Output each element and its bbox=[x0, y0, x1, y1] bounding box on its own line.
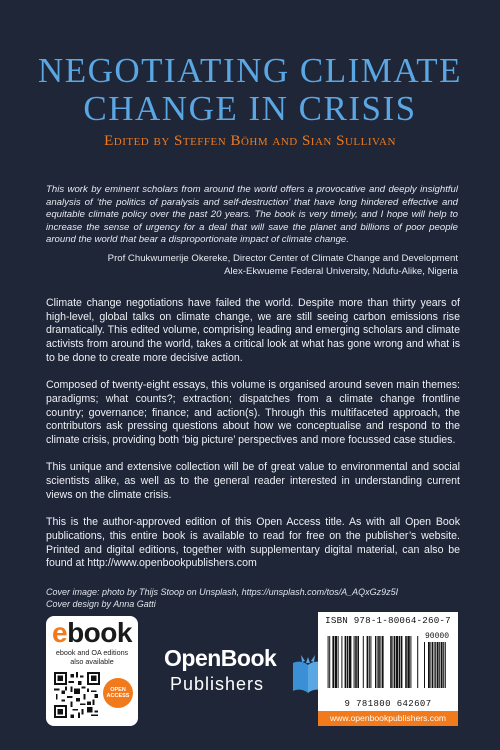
barcode-addon-bar bbox=[441, 642, 443, 688]
barcode-bar bbox=[396, 636, 398, 688]
barcode-addon-bar bbox=[424, 642, 425, 688]
title-line-2: CHANGE IN CRISIS bbox=[83, 89, 417, 128]
barcode-bar bbox=[382, 636, 384, 688]
publisher-name-line-1: OpenBook bbox=[164, 645, 277, 671]
barcode-bar bbox=[345, 636, 347, 688]
barcode-addon-bar bbox=[434, 642, 435, 688]
blurb-paragraph-4: This is the author-approved edition of this Open Access title. As with all Open Book publications, this entire book is available to read for free on the publisher’s website. Printed and digital editions, together with supplementary digital material, can also be found at http://www.openbookpublishers.com bbox=[46, 516, 460, 570]
barcode-bar bbox=[328, 636, 329, 688]
barcode-addon-bar bbox=[439, 642, 440, 688]
barcode-bar bbox=[363, 636, 364, 688]
barcode-bar bbox=[405, 636, 407, 688]
barcode-bar bbox=[329, 636, 330, 688]
attribution-line-2: Alex-Ekwueme Federal University, Ndufu-Alike, Nigeria bbox=[224, 265, 458, 277]
barcode-bar bbox=[407, 636, 409, 688]
quote-attribution bbox=[108, 253, 458, 278]
barcode-bar bbox=[335, 636, 337, 688]
barcode-bar bbox=[370, 636, 371, 688]
endorsement-quote: This work by eminent scholars from around the world offers a provocative and deeply insightful analysis of ‘the politics of paralysis and self-destruction’ that have long hindered effective and equitable climate policy over the past 20 years. The book is very timely, and I hope will help to increase the sense of urgency for a deal that will save the planet and billions of poor people around the world that bear a disproportionate impact of climate change. bbox=[46, 184, 458, 245]
barcode-bar bbox=[338, 636, 339, 688]
barcode-bar bbox=[417, 636, 418, 688]
barcode-addon-bar bbox=[430, 642, 431, 688]
barcode-addon-bar bbox=[435, 642, 436, 688]
publisher-url[interactable]: www.openbookpublishers.com bbox=[318, 711, 458, 726]
barcode-bar bbox=[332, 636, 334, 688]
barcode-bar bbox=[354, 636, 355, 688]
ebook-badge bbox=[46, 616, 138, 726]
barcode-bar bbox=[341, 636, 342, 688]
attribution-line-1: Prof Chukwumerije Okereke, Director Center of Climate Change and Development bbox=[107, 253, 458, 264]
barcode-bars bbox=[324, 628, 452, 690]
publisher-logo bbox=[164, 645, 324, 705]
barcode-bar bbox=[367, 636, 369, 688]
design-credit: Cover design by Anna Gatti bbox=[46, 599, 156, 609]
ebook-sub-line-1: ebook and OA editions bbox=[55, 648, 129, 657]
barcode-bar bbox=[347, 636, 349, 688]
barcode-bar bbox=[394, 636, 395, 688]
blurb-paragraph-2: Composed of twenty-eight essays, this volume is organised around seven main themes: paradigms; what counts?; extraction; dispatches from a climate change frontline country; governance; finance; and action(s). Through this multifaceted approach, the contributors ask pressing questions about how we conceptualise and respond to the climate crisis, providing both ‘big picture’ perspectives and more focussed case studies. bbox=[46, 379, 460, 447]
isbn-barcode bbox=[318, 612, 458, 711]
barcode-bar bbox=[390, 636, 392, 688]
barcode-bar bbox=[410, 636, 411, 688]
editors-line: Edited by Steffen Böhm and Sian Sullivan bbox=[104, 133, 396, 149]
barcode-digits: 9 781800 642607 bbox=[344, 699, 432, 709]
barcode-addon-bar bbox=[432, 642, 433, 688]
barcode-bar bbox=[355, 636, 357, 688]
barcode-bar bbox=[357, 636, 359, 688]
barcode-price-code: 90000 bbox=[424, 632, 450, 641]
barcode-addon-bar bbox=[443, 642, 444, 688]
barcode-bar bbox=[377, 636, 378, 688]
barcode-addon-bar bbox=[445, 642, 446, 688]
title-line-1: NEGOTIATING CLIMATE bbox=[37, 51, 463, 90]
oa-line-2: ACCESS bbox=[106, 693, 130, 699]
ebook-wordmark bbox=[52, 617, 132, 649]
barcode-bar bbox=[375, 636, 376, 688]
oa-line-1: OPEN bbox=[110, 687, 126, 693]
barcode-bar bbox=[380, 636, 381, 688]
ebook-sub-line-2: also available bbox=[70, 656, 114, 666]
cover-credits bbox=[46, 586, 398, 610]
barcode-bar bbox=[369, 636, 370, 688]
barcode-bar bbox=[392, 636, 393, 688]
image-credit: Cover image: photo by Thijs Stoop on Unsplash, https://unsplash.com/tos/A_AQxGz9z5I bbox=[46, 587, 399, 597]
blurb-paragraph-3: This unique and extensive collection will be of great value to environmental and social scientists alike, as well as to the general reader interested in understanding current views on the climate crisis. bbox=[46, 461, 460, 501]
barcode-bar bbox=[349, 636, 351, 688]
ebook-availability bbox=[48, 649, 136, 666]
book-title bbox=[0, 52, 500, 128]
ebook-word-rest: book bbox=[67, 617, 132, 648]
barcode-addon-bar bbox=[428, 642, 430, 688]
qr-code-icon bbox=[54, 672, 100, 718]
barcode-bar bbox=[378, 636, 380, 688]
barcode-bar bbox=[399, 636, 401, 688]
ebook-e-letter: e bbox=[52, 617, 68, 648]
blurb bbox=[46, 297, 460, 585]
barcode-bar bbox=[401, 636, 403, 688]
publisher-name-line-2: Publishers bbox=[170, 674, 265, 694]
isbn-number: ISBN 978-1-80064-260-7 bbox=[325, 615, 451, 626]
blurb-paragraph-1: Climate change negotiations have failed the world. Despite more than thirty years of high-level, global talks on climate change, we are still seeing carbon emissions rise dramatically. This edited volume, comprising leading and emerging scholars and climate activists from around the world, takes a critical look at what has gone wrong and what is to be done to create more decisive action. bbox=[46, 297, 460, 364]
open-access-badge bbox=[103, 678, 133, 708]
barcode-addon-bar bbox=[437, 642, 439, 688]
